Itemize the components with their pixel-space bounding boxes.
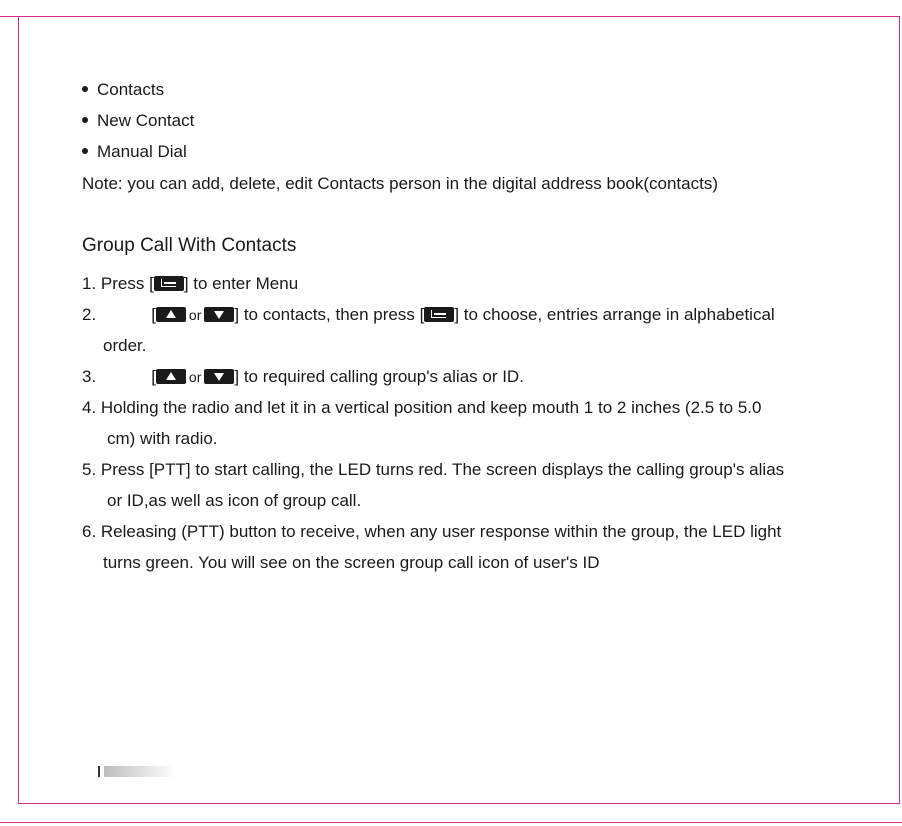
note-text: Note: you can add, delete, edit Contacts person in the digital address book(contacts) [82, 174, 718, 193]
bullet-item: New Contact [82, 111, 194, 131]
menu-key-icon [154, 276, 184, 291]
up-arrow-key-icon [156, 369, 186, 384]
footer-marker [98, 766, 100, 777]
section-heading: Group Call With Contacts [82, 235, 297, 256]
step-4-cont: cm) with radio. [107, 429, 218, 448]
step-5: 5. Press [PTT] to start calling, the LED turns red. The screen displays the calling group's alias [82, 460, 785, 479]
footer-gradient-bar [104, 766, 176, 777]
step-2-cont: order. [103, 336, 147, 355]
step-6-cont: turns green. You will see on the screen group call icon of user's ID [103, 553, 600, 572]
step-5-cont: or ID,as well as icon of group call. [107, 491, 362, 510]
step-1: 1. Press [ ] to enter Menu [82, 274, 299, 293]
step-2: 2. [ or ] to contacts, then press [ ] to choose, entries arrange in alphabetical [82, 305, 775, 324]
bullet-item: Contacts [82, 80, 164, 100]
down-arrow-key-icon [204, 307, 234, 322]
down-arrow-key-icon [204, 369, 234, 384]
bullet-item: Manual Dial [82, 142, 187, 162]
step-4: 4. Holding the radio and let it in a vertical position and keep mouth 1 to 2 inches (2.5 to 5.0 [82, 398, 762, 417]
menu-key-icon [424, 307, 454, 322]
up-arrow-key-icon [156, 307, 186, 322]
bullet-dot-icon [82, 86, 88, 92]
bullet-dot-icon [82, 148, 88, 154]
frame-edge-bottom [0, 822, 902, 823]
bullet-dot-icon [82, 117, 88, 123]
frame-edge-top [0, 16, 18, 17]
step-3: 3. [ or ] to required calling group's alias or ID. [82, 367, 524, 386]
step-6: 6. Releasing (PTT) button to receive, when any user response within the group, the LED light [82, 522, 782, 541]
